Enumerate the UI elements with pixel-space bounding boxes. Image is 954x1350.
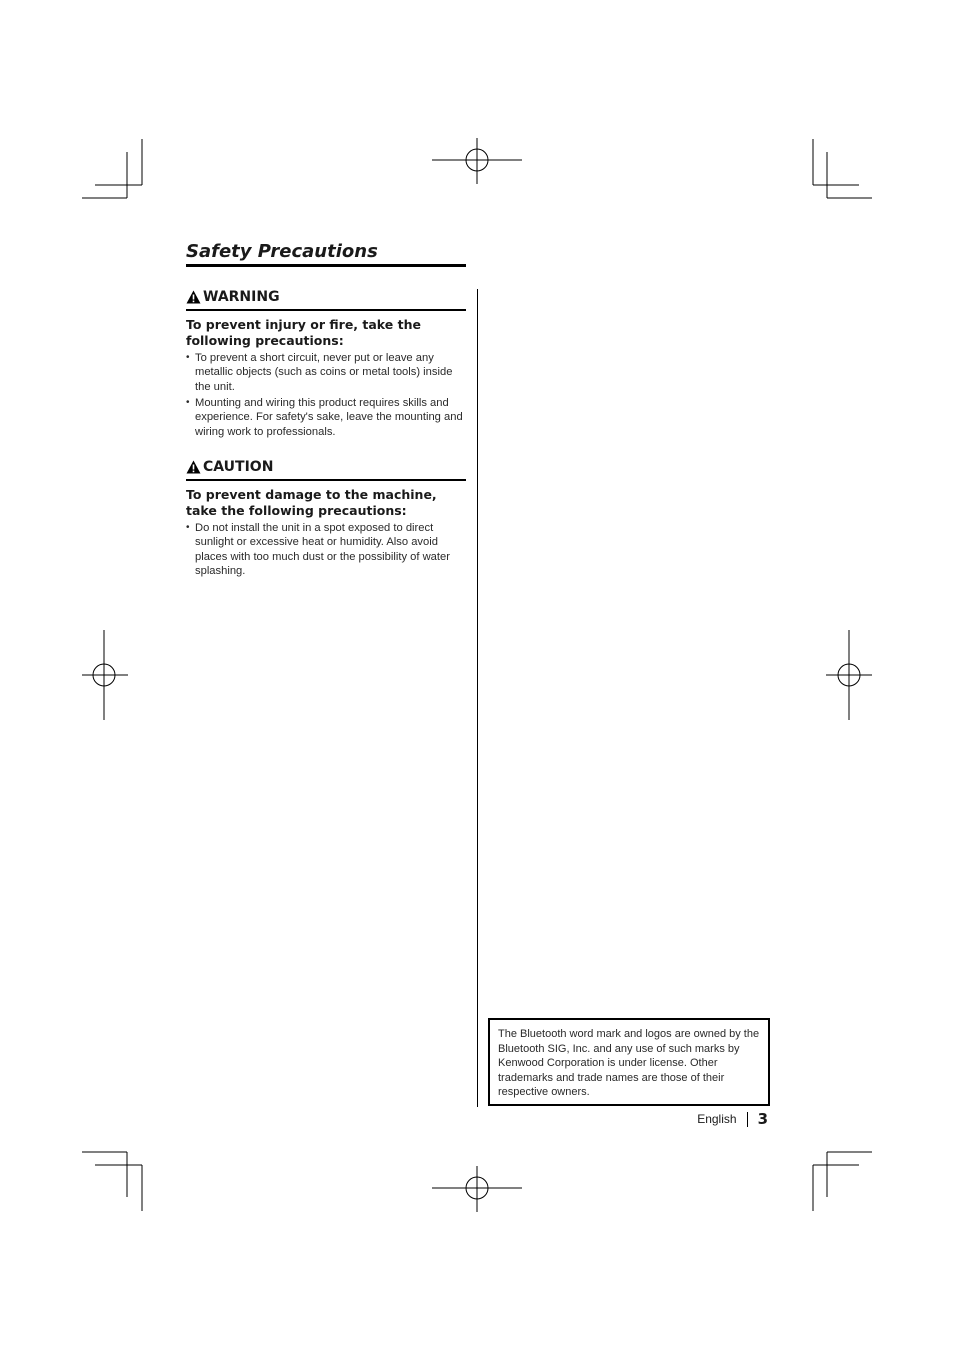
page-footer [697, 1110, 768, 1128]
list-item: • To prevent a short circuit, never put or leave any metallic objects (such as coins or metal tools) inside the unit. [186, 351, 466, 395]
trademark-notice: The Bluetooth word mark and logos are owned by the Bluetooth SIG, Inc. and any use of such marks by Kenwood Corporation is under license. Other trademarks and trade names are those of their respective owners. [488, 1018, 770, 1106]
warning-triangle-icon [186, 290, 201, 304]
warning-subheading: To prevent injury or fire, take the following precautions: [186, 317, 421, 348]
page-number: 3 [757, 1110, 768, 1128]
warning-triangle-icon [186, 460, 201, 474]
caution-subheading: To prevent damage to the machine, take the following precautions: [186, 487, 437, 518]
page-title: Safety Precautions [186, 241, 378, 262]
caution-heading-label: CAUTION [203, 458, 274, 475]
warning-heading [186, 287, 466, 311]
warning-section [186, 287, 466, 440]
caution-section [186, 457, 466, 579]
list-item: • Do not install the unit in a spot exposed to direct sunlight or excessive heat or humidity. Also avoid places with too much dust or the possibility of water splashing. [186, 521, 466, 579]
footer-language: English [697, 1112, 737, 1126]
title-rule [186, 264, 466, 267]
footer-separator [747, 1112, 748, 1127]
caution-bullet-list [186, 521, 466, 579]
warning-bullet-list [186, 351, 466, 440]
caution-heading [186, 457, 466, 481]
column-divider [477, 289, 478, 1107]
warning-heading-label: WARNING [203, 288, 280, 305]
list-item: • Mounting and wiring this product requires skills and experience. For safety's sake, leave the mounting and wiring work to professionals. [186, 396, 466, 440]
